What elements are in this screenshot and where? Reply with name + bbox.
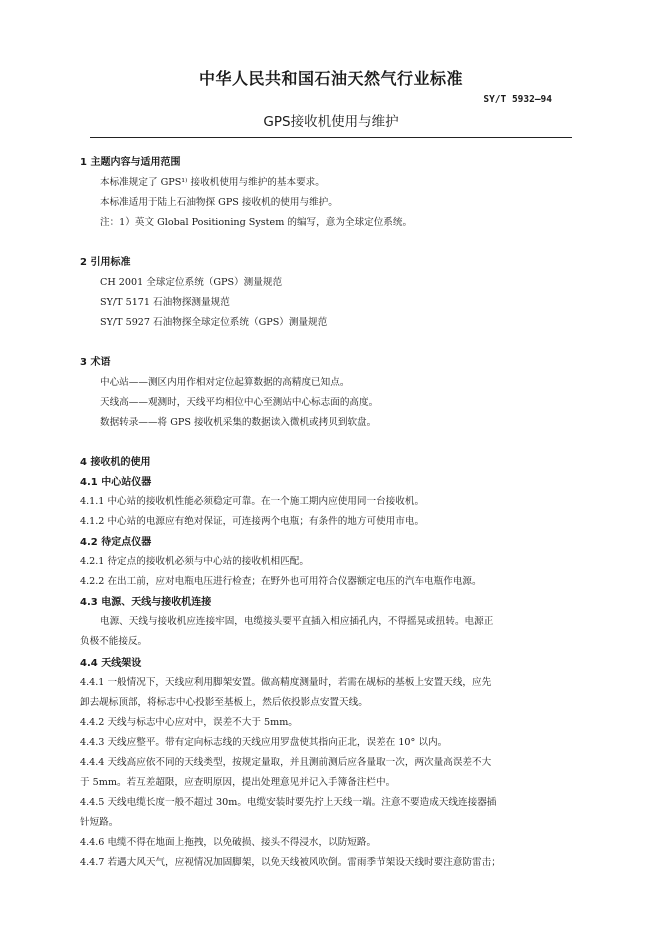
clause: 4.4.6 电缆不得在地面上拖拽，以免破损、接头不得浸水，以防短路。 <box>80 837 377 848</box>
clause: 4.1.1 中心站的接收机性能必须稳定可靠。在一个施工期内应使用同一台接收机。 <box>80 496 425 507</box>
subsection-heading: 4.2 待定点仪器 <box>80 537 152 548</box>
reference-item: SY/T 5927 石油物探全球定位系统（GPS）测量规范 <box>100 317 328 328</box>
note: 注：1）英文 Global Positioning System 的编写，意为全球定位系统。 <box>100 217 413 228</box>
reference-item: CH 2001 全球定位系统（GPS）测量规范 <box>100 277 283 288</box>
paragraph: 本标准适用于陆上石油物探 GPS 接收机的使用与维护。 <box>100 197 338 208</box>
clause-continuation: 于 5mm。若互差超限，应查明原因，提出处理意见并记入手簿备注栏中。 <box>80 777 396 788</box>
subsection-heading: 4.4 天线架设 <box>80 658 142 669</box>
term-definition: 中心站——测区内用作相对定位起算数据的高精度已知点。 <box>100 377 350 388</box>
clause: 4.4.3 天线应整平。带有定向标志线的天线应用罗盘使其指向正北，误差在 10° 以内。 <box>80 737 448 748</box>
reference-item: SY/T 5171 石油物探测量规范 <box>100 297 230 308</box>
subsection-heading: 4.3 电源、天线与接收机连接 <box>80 597 212 608</box>
term-definition: 数据转录——将 GPS 接收机采集的数据读入微机或拷贝到软盘。 <box>100 417 377 428</box>
section-heading: 4 接收机的使用 <box>80 457 151 468</box>
section-heading: 2 引用标准 <box>80 257 131 268</box>
clause: 4.2.2 在出工前，应对电瓶电压进行检查；在野外也可用符合仪器额定电压的汽车电瓶作电源。 <box>80 576 482 587</box>
clause: 4.4.4 天线高应依不同的天线类型，按规定量取，并且测前测后应各量取一次，两次量高误差不大 <box>80 757 492 768</box>
term-definition: 天线高——观测时，天线平均相位中心至测站中心标志面的高度。 <box>100 397 379 408</box>
section-heading: 1 主题内容与适用范围 <box>80 157 181 168</box>
clause: 4.4.5 天线电缆长度一般不超过 30m。电缆安装时要先拧上天线一端。注意不要造成天线连接器插 <box>80 797 497 808</box>
clause: 4.1.2 中心站的电源应有绝对保证，可连接两个电瓶；有条件的地方可使用市电。 <box>80 516 425 527</box>
clause-continuation: 卸去觇标顶部，将标志中心投影至基板上，然后依投影点安置天线。 <box>80 697 368 708</box>
header-rule <box>90 137 572 138</box>
clause-continuation: 针短路。 <box>80 817 119 828</box>
clause: 4.4.2 天线与标志中心应对中，误差不大于 5mm。 <box>80 717 298 728</box>
clause: 4.4.7 若遇大风天气，应视情况加固脚架，以免天线被风吹倒。雷雨季节架设天线时要注意防雷击； <box>80 857 501 868</box>
standard-code: SY/T 5932—94 <box>483 94 552 105</box>
clause: 4.2.1 待定点的接收机必须与中心站的接收机相匹配。 <box>80 556 309 567</box>
clause: 电源、天线与接收机应连接牢固，电缆接头要平直插入相应插孔内，不得摇晃或扭转。电源正 <box>100 616 494 627</box>
document-title: GPS接收机使用与维护 <box>263 114 399 130</box>
clause-continuation: 负极不能接反。 <box>80 636 148 647</box>
section-heading: 3 术语 <box>80 357 111 368</box>
paragraph: 本标准规定了 GPS¹⁾ 接收机使用与维护的基本要求。 <box>100 177 325 188</box>
clause: 4.4.1 一般情况下，天线应利用脚架安置。做高精度测量时，若需在觇标的基板上安置天线，应先 <box>80 677 492 688</box>
issuing-organization: 中华人民共和国石油天然气行业标准 <box>198 69 463 88</box>
subsection-heading: 4.1 中心站仪器 <box>80 477 152 488</box>
